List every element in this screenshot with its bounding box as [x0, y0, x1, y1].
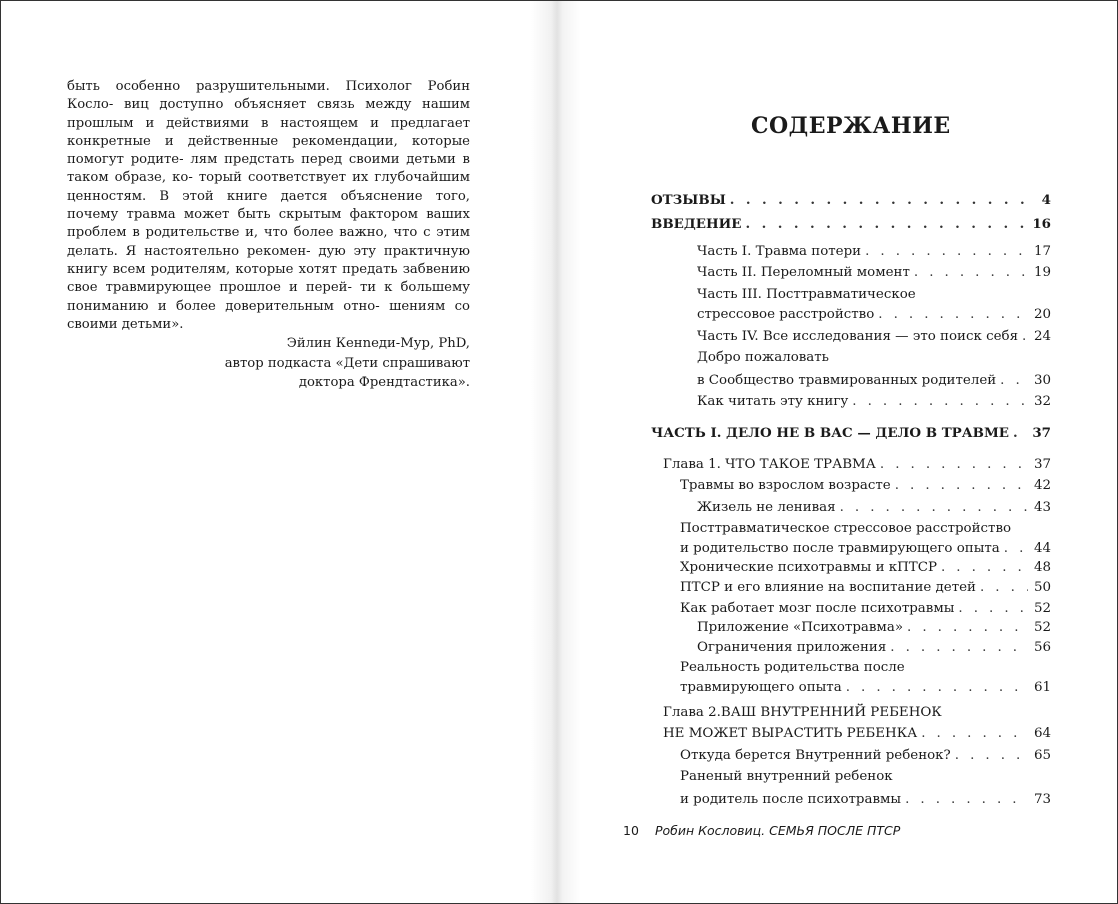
- toc-entry-label: стрессовое расстройство: [697, 307, 875, 322]
- toc-entry-label: Глава 1. ЧТО ТАКОЕ ТРАВМА: [663, 457, 876, 472]
- dot-leader: [1018, 327, 1028, 346]
- toc-entry-label: Откуда берется Внутренний ребенок?: [680, 748, 951, 763]
- toc-entry[interactable]: [651, 215, 1051, 234]
- toc-entry-page: 19: [1033, 265, 1051, 280]
- toc-entry-label: НЕ МОЖЕТ ВЫРАСТИТЬ РЕБЕНКА: [663, 726, 918, 741]
- toc-entry-label: Жизель не ленивая: [697, 500, 836, 515]
- toc-entry[interactable]: [697, 263, 1051, 282]
- dot-leader: [874, 305, 1028, 324]
- toc-entry-label: Приложение «Психотравма»: [697, 620, 904, 635]
- dot-leader: [886, 638, 1028, 657]
- left-page: [67, 78, 470, 393]
- toc-entry[interactable]: [663, 724, 1051, 743]
- dot-leader: [976, 578, 1028, 597]
- dot-leader: [917, 724, 1028, 743]
- signature-name: Эйлин Кенneди-Мур, PhD,: [286, 336, 470, 352]
- toc-entry[interactable]: [680, 558, 1051, 577]
- toc-entry-label: ОТЗЫВЫ: [651, 192, 726, 208]
- toc-entry-page: 32: [1033, 394, 1051, 409]
- toc-entry-page: 16: [1032, 216, 1051, 232]
- paragraph-line: предать забвению свое травмирующее прошлое и перей-: [67, 261, 470, 296]
- paragraph-line: дую эту практичную книгу всем родителям, которые хотят: [67, 243, 470, 277]
- right-page: [623, 1, 1051, 903]
- review-paragraph: [67, 78, 470, 334]
- dot-leader: [876, 455, 1028, 474]
- toc-entry[interactable]: [680, 476, 1051, 495]
- toc-entry-page: 48: [1033, 560, 1051, 575]
- dot-leader: [937, 558, 1028, 577]
- toc-entry-page: 65: [1033, 748, 1051, 763]
- toc-entry-label: Как работает мозг после психотравмы: [680, 601, 955, 616]
- toc-entry-label: травмирующего опыта: [680, 680, 842, 695]
- toc-entry-page: 73: [1033, 792, 1051, 807]
- toc-entry-label: в Сообщество травмированных родителей: [697, 373, 997, 388]
- toc-entry-label: и родительство после травмирующего опыта: [680, 541, 1000, 556]
- toc-entry[interactable]: [651, 424, 1051, 443]
- toc-entry[interactable]: [697, 638, 1051, 657]
- dot-leader: [861, 242, 1028, 261]
- toc-entry[interactable]: [697, 371, 1051, 390]
- toc-entry[interactable]: [697, 498, 1051, 517]
- toc-entry[interactable]: [663, 455, 1051, 474]
- toc-entry-label: ПТСР и его влияние на воспитание детей: [680, 580, 976, 595]
- toc-entry-page: 30: [1033, 373, 1051, 388]
- toc-entry[interactable]: [680, 578, 1051, 597]
- toc-entry[interactable]: [680, 790, 1051, 809]
- toc-entry-label[interactable]: Раненый внутренний ребенок: [680, 769, 893, 784]
- toc-entry-page: 17: [1033, 244, 1051, 259]
- dot-leader: [842, 678, 1028, 697]
- paragraph-line: шениям со своими детьми».: [67, 298, 470, 332]
- toc-entry-label[interactable]: Добро пожаловать: [697, 350, 829, 365]
- toc-entry[interactable]: [680, 678, 1051, 697]
- toc-entry[interactable]: [651, 191, 1051, 210]
- paragraph-line: более важно, что с этим делать. Я настоятельно рекомен-: [67, 225, 470, 259]
- toc-entry-page: 20: [1033, 307, 1051, 322]
- paragraph-line: и действиями в настоящем и предлагает конкретные: [67, 115, 470, 149]
- toc-entry-page: 52: [1033, 620, 1051, 635]
- book-gutter: [531, 1, 581, 903]
- toc-entry-page: 52: [1033, 601, 1051, 616]
- running-head: Робин Кословиц. СЕМЬЯ ПОСЛЕ ПТСР: [654, 823, 901, 838]
- toc-entry[interactable]: [697, 618, 1051, 637]
- toc-entry[interactable]: [697, 305, 1051, 324]
- toc-entry-page: 37: [1033, 457, 1051, 472]
- paragraph-line: книге дается объяснение того, почему травма может быть: [67, 188, 470, 223]
- dot-leader: [1009, 424, 1026, 443]
- toc-entry-label: Часть II. Переломный момент: [697, 265, 910, 280]
- toc-entry-label: ЧАСТЬ I. ДЕЛО НЕ В ВАС — ДЕЛО В ТРАВМЕ: [651, 425, 1009, 441]
- paragraph-line: виц доступно объясняет связь между нашим прошлым: [67, 97, 470, 131]
- paragraph-line: быть особенно разрушительными. Психолог Робин Косло-: [67, 79, 470, 113]
- toc-entry-page: 24: [1033, 329, 1051, 344]
- toc-entry[interactable]: [697, 392, 1051, 411]
- toc-entry-label: Хронические психотравмы и кПТСР: [680, 560, 937, 575]
- toc-entry-label: Как читать эту книгу: [697, 394, 849, 409]
- toc-entry-page: 43: [1033, 500, 1051, 515]
- paragraph-line: и действенные рекомендации, которые помогут родите-: [67, 133, 470, 168]
- toc-entry-label: и родитель после психотравмы: [680, 792, 902, 807]
- toc-entry-page: 37: [1032, 425, 1051, 441]
- toc-entry-page: 44: [1033, 541, 1051, 556]
- dot-leader: [726, 191, 1036, 210]
- toc-title: СОДЕРЖАНИЕ: [751, 113, 951, 139]
- dot-leader: [891, 476, 1028, 495]
- paragraph-line: скрытым фактором ваших проблем в родительстве и, что: [67, 207, 470, 241]
- dot-leader: [951, 746, 1028, 765]
- toc-entry-label: ВВЕДЕНИЕ: [651, 216, 742, 232]
- toc-entry[interactable]: [680, 599, 1051, 618]
- dot-leader: [901, 790, 1028, 809]
- toc-entry[interactable]: [697, 242, 1051, 261]
- toc-entry[interactable]: [680, 539, 1051, 558]
- toc-entry-page: 42: [1033, 478, 1051, 493]
- toc-entry-label: Часть IV. Все исследования — это поиск себя: [697, 329, 1019, 344]
- toc-entry-label[interactable]: Часть III. Посттравматическое: [697, 287, 916, 302]
- toc-entry[interactable]: [697, 327, 1051, 346]
- toc-entry-page: 61: [1033, 680, 1051, 695]
- toc-entry-label: Травмы во взрослом возрасте: [680, 478, 891, 493]
- dot-leader: [741, 215, 1026, 234]
- dot-leader: [954, 599, 1028, 618]
- paragraph-line: лям предстать перед своими детьми в таком образе, ко-: [67, 152, 470, 186]
- dot-leader: [910, 263, 1028, 282]
- page-footer: [623, 823, 900, 838]
- dot-leader: [996, 371, 1028, 390]
- dot-leader: [836, 498, 1028, 517]
- toc-entry-label[interactable]: Посттравматическое стрессовое расстройство: [680, 521, 1012, 536]
- toc-entry-label[interactable]: Реальность родительства после: [680, 660, 905, 675]
- toc-entry[interactable]: [680, 746, 1051, 765]
- page-number: 10: [623, 823, 639, 838]
- dot-leader: [1000, 539, 1028, 558]
- paragraph-line: ти к большему пониманию и более доверительным отно-: [67, 280, 470, 314]
- toc-entry-label: Часть I. Травма потери: [697, 244, 862, 259]
- toc-entry-page: 56: [1033, 640, 1051, 655]
- toc-entry-page: 64: [1033, 726, 1051, 741]
- signature-role-cont: доктора Френдтастика».: [298, 375, 470, 391]
- signature-role: автор подкаста «Дети спрашивают: [224, 355, 470, 371]
- toc-entry-page: 50: [1033, 580, 1051, 595]
- dot-leader: [903, 618, 1028, 637]
- paragraph-line: торый соответствует их глубочайшим ценностям. В этой: [67, 170, 470, 204]
- dot-leader: [848, 392, 1028, 411]
- toc-entry-label: Ограничения приложения: [697, 640, 887, 655]
- toc-entry-page: 4: [1041, 192, 1051, 208]
- toc-entry-label[interactable]: Глава 2.ВАШ ВНУТРЕННИЙ РЕБЕНОК: [663, 705, 942, 720]
